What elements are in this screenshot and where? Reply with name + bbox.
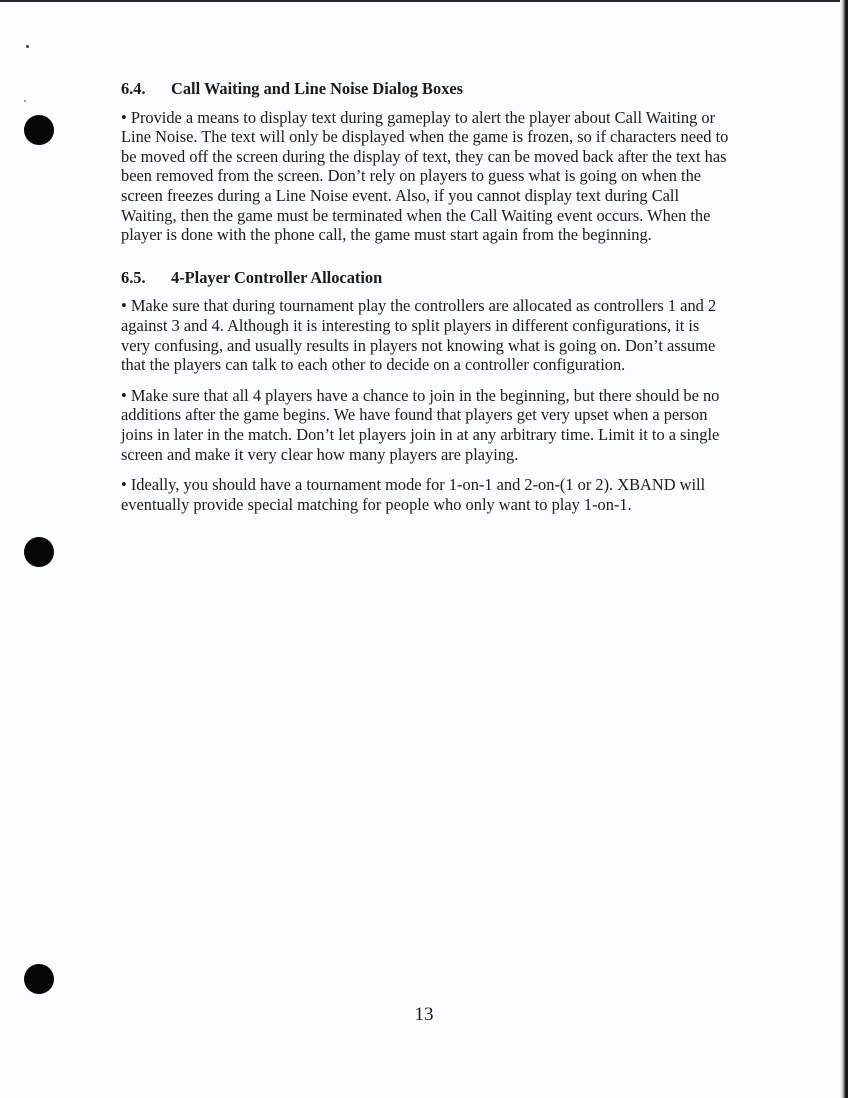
binder-hole-middle	[24, 537, 54, 567]
section-heading	[121, 268, 729, 288]
section-title: 4-Player Controller Allocation	[171, 267, 383, 287]
bullet-paragraph: • Make sure that all 4 players have a chance to join in the beginning, but there should be no additions after the game begins. We have found that players get very upset when a person joins in later in the match. Don’t let players join in at any arbitrary time. Limit it to a single screen and make it very clear how many players are playing.	[121, 385, 720, 464]
section-number: 6.4.	[121, 79, 146, 98]
section-number: 6.5.	[121, 267, 146, 287]
scan-speck	[26, 45, 29, 48]
scan-top-edge	[0, 0, 848, 2]
section-title: Call Waiting and Line Noise Dialog Boxes	[171, 79, 464, 98]
bullet-paragraph: • Ideally, you should have a tournament mode for 1-on-1 and 2-on-(1 or 2). XBAND will eventually provide special matching for people who only want to play 1-on-1.	[121, 475, 706, 514]
binder-hole-bottom	[24, 964, 54, 994]
scan-speck	[24, 100, 26, 102]
binder-hole-top	[24, 115, 54, 145]
section-call-waiting	[121, 79, 729, 245]
bullet-paragraph: • Make sure that during tournament play the controllers are allocated as controllers 1 and 2 against 3 and 4. Although it is interesting to split players in different configurations, it is very confusing, and usually results in players not knowing what is going on. Don’t assume that the players can talk to each other to decide on a controller configuration.	[121, 296, 717, 375]
page-number: 13	[414, 1004, 434, 1025]
section-heading	[121, 79, 729, 99]
scan-right-edge	[840, 0, 848, 1098]
bullet-paragraph: • Provide a means to display text during gameplay to alert the player about Call Waiting or Line Noise. The text will only be displayed when the game is frozen, so if characters need to be moved off the screen during the display of text, they can be moved back after the text has been removed from the screen. Don’t rely on players to guess what is going on when the screen freezes during a Line Noise event. Also, if you cannot display text during Call Waiting, then the game must be terminated when the Call Waiting event occurs. When the player is done with the phone call, the game must start again from the beginning.	[121, 107, 729, 245]
section-controller-allocation	[121, 268, 729, 515]
page-body	[121, 79, 729, 525]
